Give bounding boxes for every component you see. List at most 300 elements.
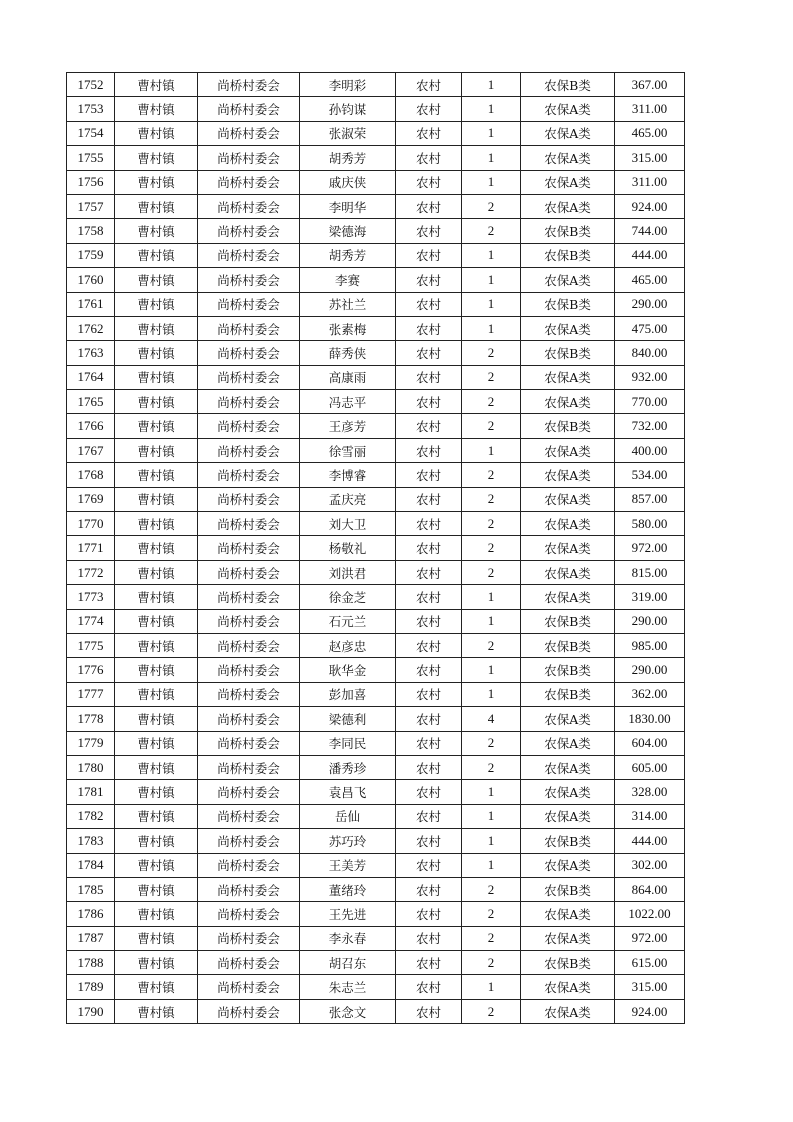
cell-name: 潘秀珍 — [300, 755, 396, 779]
table-row — [67, 268, 685, 292]
cell-name: 胡秀芳 — [300, 146, 396, 170]
cell-serial-number: 1770 — [67, 512, 115, 536]
cell-serial-number: 1769 — [67, 487, 115, 511]
table-row — [67, 755, 685, 779]
cell-village-committee: 尚桥村委会 — [198, 609, 300, 633]
cell-household-type: 农村 — [396, 414, 462, 438]
cell-amount: 444.00 — [615, 829, 685, 853]
cell-household-type: 农村 — [396, 146, 462, 170]
cell-town: 曹村镇 — [115, 609, 198, 633]
cell-amount: 367.00 — [615, 73, 685, 97]
table-row — [67, 658, 685, 682]
cell-insurance-category: 农保A类 — [521, 316, 615, 340]
cell-town: 曹村镇 — [115, 438, 198, 462]
cell-family-size: 2 — [462, 536, 521, 560]
table-row — [67, 951, 685, 975]
cell-family-size: 2 — [462, 341, 521, 365]
cell-household-type: 农村 — [396, 560, 462, 584]
cell-amount: 319.00 — [615, 585, 685, 609]
cell-household-type: 农村 — [396, 536, 462, 560]
cell-household-type: 农村 — [396, 292, 462, 316]
table-row — [67, 585, 685, 609]
cell-village-committee: 尚桥村委会 — [198, 219, 300, 243]
cell-family-size: 1 — [462, 829, 521, 853]
cell-family-size: 2 — [462, 560, 521, 584]
cell-serial-number: 1783 — [67, 829, 115, 853]
cell-household-type: 农村 — [396, 438, 462, 462]
cell-family-size: 2 — [462, 755, 521, 779]
cell-family-size: 1 — [462, 97, 521, 121]
cell-town: 曹村镇 — [115, 316, 198, 340]
cell-amount: 328.00 — [615, 780, 685, 804]
table-row — [67, 365, 685, 389]
cell-family-size: 2 — [462, 633, 521, 657]
cell-insurance-category: 农保A类 — [521, 804, 615, 828]
cell-family-size: 1 — [462, 268, 521, 292]
cell-insurance-category: 农保A类 — [521, 926, 615, 950]
cell-village-committee: 尚桥村委会 — [198, 926, 300, 950]
cell-town: 曹村镇 — [115, 682, 198, 706]
cell-amount: 580.00 — [615, 512, 685, 536]
cell-village-committee: 尚桥村委会 — [198, 268, 300, 292]
cell-household-type: 农村 — [396, 170, 462, 194]
cell-household-type: 农村 — [396, 951, 462, 975]
cell-name: 张念文 — [300, 999, 396, 1023]
cell-amount: 972.00 — [615, 536, 685, 560]
cell-town: 曹村镇 — [115, 536, 198, 560]
cell-family-size: 1 — [462, 73, 521, 97]
cell-village-committee: 尚桥村委会 — [198, 731, 300, 755]
cell-family-size: 2 — [462, 512, 521, 536]
cell-village-committee: 尚桥村委会 — [198, 341, 300, 365]
table-row — [67, 194, 685, 218]
cell-village-committee: 尚桥村委会 — [198, 853, 300, 877]
cell-household-type: 农村 — [396, 658, 462, 682]
cell-insurance-category: 农保B类 — [521, 658, 615, 682]
cell-insurance-category: 农保A类 — [521, 268, 615, 292]
cell-name: 孙钧谋 — [300, 97, 396, 121]
cell-household-type: 农村 — [396, 268, 462, 292]
cell-amount: 857.00 — [615, 487, 685, 511]
cell-family-size: 1 — [462, 316, 521, 340]
cell-household-type: 农村 — [396, 73, 462, 97]
cell-serial-number: 1782 — [67, 804, 115, 828]
cell-family-size: 2 — [462, 194, 521, 218]
cell-village-committee: 尚桥村委会 — [198, 73, 300, 97]
cell-household-type: 农村 — [396, 682, 462, 706]
cell-village-committee: 尚桥村委会 — [198, 170, 300, 194]
cell-insurance-category: 农保A类 — [521, 390, 615, 414]
cell-village-committee: 尚桥村委会 — [198, 951, 300, 975]
cell-town: 曹村镇 — [115, 512, 198, 536]
cell-serial-number: 1773 — [67, 585, 115, 609]
cell-household-type: 农村 — [396, 463, 462, 487]
subsidy-table — [66, 72, 685, 1024]
cell-village-committee: 尚桥村委会 — [198, 560, 300, 584]
cell-serial-number: 1764 — [67, 365, 115, 389]
cell-amount: 985.00 — [615, 633, 685, 657]
cell-village-committee: 尚桥村委会 — [198, 999, 300, 1023]
cell-town: 曹村镇 — [115, 487, 198, 511]
table-row — [67, 804, 685, 828]
cell-household-type: 农村 — [396, 194, 462, 218]
cell-family-size: 2 — [462, 390, 521, 414]
cell-name: 冯志平 — [300, 390, 396, 414]
cell-town: 曹村镇 — [115, 146, 198, 170]
table-row — [67, 73, 685, 97]
cell-amount: 932.00 — [615, 365, 685, 389]
cell-amount: 605.00 — [615, 755, 685, 779]
cell-town: 曹村镇 — [115, 707, 198, 731]
table-row — [67, 121, 685, 145]
cell-insurance-category: 农保B类 — [521, 951, 615, 975]
cell-village-committee: 尚桥村委会 — [198, 536, 300, 560]
cell-serial-number: 1758 — [67, 219, 115, 243]
cell-serial-number: 1753 — [67, 97, 115, 121]
table-row — [67, 560, 685, 584]
cell-town: 曹村镇 — [115, 658, 198, 682]
table-row — [67, 390, 685, 414]
cell-family-size: 2 — [462, 414, 521, 438]
cell-serial-number: 1768 — [67, 463, 115, 487]
cell-serial-number: 1775 — [67, 633, 115, 657]
cell-serial-number: 1762 — [67, 316, 115, 340]
cell-serial-number: 1772 — [67, 560, 115, 584]
cell-household-type: 农村 — [396, 341, 462, 365]
cell-name: 耿华金 — [300, 658, 396, 682]
cell-name: 李博睿 — [300, 463, 396, 487]
cell-insurance-category: 农保A类 — [521, 536, 615, 560]
cell-town: 曹村镇 — [115, 633, 198, 657]
table-row — [67, 341, 685, 365]
cell-village-committee: 尚桥村委会 — [198, 707, 300, 731]
cell-serial-number: 1761 — [67, 292, 115, 316]
cell-household-type: 农村 — [396, 609, 462, 633]
cell-village-committee: 尚桥村委会 — [198, 390, 300, 414]
table-row — [67, 780, 685, 804]
cell-town: 曹村镇 — [115, 243, 198, 267]
cell-town: 曹村镇 — [115, 804, 198, 828]
cell-village-committee: 尚桥村委会 — [198, 438, 300, 462]
cell-insurance-category: 农保A类 — [521, 97, 615, 121]
cell-serial-number: 1760 — [67, 268, 115, 292]
table-row — [67, 926, 685, 950]
cell-village-committee: 尚桥村委会 — [198, 487, 300, 511]
cell-amount: 444.00 — [615, 243, 685, 267]
cell-name: 岳仙 — [300, 804, 396, 828]
cell-family-size: 1 — [462, 780, 521, 804]
cell-family-size: 2 — [462, 463, 521, 487]
table-row — [67, 999, 685, 1023]
cell-amount: 924.00 — [615, 999, 685, 1023]
cell-insurance-category: 农保A类 — [521, 975, 615, 999]
cell-household-type: 农村 — [396, 633, 462, 657]
cell-amount: 311.00 — [615, 97, 685, 121]
table-row — [67, 97, 685, 121]
cell-town: 曹村镇 — [115, 219, 198, 243]
cell-town: 曹村镇 — [115, 877, 198, 901]
cell-amount: 1022.00 — [615, 902, 685, 926]
cell-family-size: 4 — [462, 707, 521, 731]
cell-village-committee: 尚桥村委会 — [198, 292, 300, 316]
cell-family-size: 2 — [462, 926, 521, 950]
cell-family-size: 1 — [462, 609, 521, 633]
cell-serial-number: 1767 — [67, 438, 115, 462]
cell-amount: 315.00 — [615, 146, 685, 170]
cell-insurance-category: 农保A类 — [521, 463, 615, 487]
cell-name: 苏社兰 — [300, 292, 396, 316]
cell-name: 王彦芳 — [300, 414, 396, 438]
table-row — [67, 975, 685, 999]
cell-village-committee: 尚桥村委会 — [198, 121, 300, 145]
cell-name: 徐金芝 — [300, 585, 396, 609]
cell-amount: 475.00 — [615, 316, 685, 340]
cell-family-size: 1 — [462, 853, 521, 877]
cell-amount: 400.00 — [615, 438, 685, 462]
table-row — [67, 877, 685, 901]
cell-serial-number: 1781 — [67, 780, 115, 804]
cell-family-size: 2 — [462, 951, 521, 975]
cell-name: 赵彦忠 — [300, 633, 396, 657]
cell-name: 石元兰 — [300, 609, 396, 633]
cell-name: 张素梅 — [300, 316, 396, 340]
cell-insurance-category: 农保A类 — [521, 487, 615, 511]
cell-amount: 864.00 — [615, 877, 685, 901]
table-row — [67, 463, 685, 487]
cell-serial-number: 1774 — [67, 609, 115, 633]
cell-household-type: 农村 — [396, 829, 462, 853]
cell-family-size: 1 — [462, 146, 521, 170]
cell-insurance-category: 农保A类 — [521, 121, 615, 145]
cell-name: 李同民 — [300, 731, 396, 755]
cell-household-type: 农村 — [396, 975, 462, 999]
cell-insurance-category: 农保A类 — [521, 755, 615, 779]
cell-insurance-category: 农保B类 — [521, 243, 615, 267]
cell-village-committee: 尚桥村委会 — [198, 585, 300, 609]
cell-family-size: 1 — [462, 438, 521, 462]
cell-name: 胡秀芳 — [300, 243, 396, 267]
cell-household-type: 农村 — [396, 902, 462, 926]
cell-name: 刘大卫 — [300, 512, 396, 536]
table-row — [67, 682, 685, 706]
cell-village-committee: 尚桥村委会 — [198, 829, 300, 853]
cell-household-type: 农村 — [396, 390, 462, 414]
cell-amount: 290.00 — [615, 658, 685, 682]
cell-serial-number: 1786 — [67, 902, 115, 926]
cell-serial-number: 1765 — [67, 390, 115, 414]
cell-insurance-category: 农保B类 — [521, 341, 615, 365]
cell-family-size: 1 — [462, 170, 521, 194]
cell-family-size: 2 — [462, 219, 521, 243]
cell-insurance-category: 农保B类 — [521, 633, 615, 657]
cell-amount: 1830.00 — [615, 707, 685, 731]
cell-town: 曹村镇 — [115, 341, 198, 365]
cell-household-type: 农村 — [396, 97, 462, 121]
cell-village-committee: 尚桥村委会 — [198, 658, 300, 682]
cell-household-type: 农村 — [396, 755, 462, 779]
cell-amount: 840.00 — [615, 341, 685, 365]
table-row — [67, 902, 685, 926]
cell-town: 曹村镇 — [115, 755, 198, 779]
cell-amount: 604.00 — [615, 731, 685, 755]
cell-name: 薛秀侠 — [300, 341, 396, 365]
cell-village-committee: 尚桥村委会 — [198, 902, 300, 926]
cell-name: 董绪玲 — [300, 877, 396, 901]
cell-name: 张淑荣 — [300, 121, 396, 145]
cell-amount: 315.00 — [615, 975, 685, 999]
table-row — [67, 487, 685, 511]
cell-insurance-category: 农保B类 — [521, 682, 615, 706]
cell-serial-number: 1763 — [67, 341, 115, 365]
cell-household-type: 农村 — [396, 780, 462, 804]
cell-name: 苏巧玲 — [300, 829, 396, 853]
cell-serial-number: 1756 — [67, 170, 115, 194]
cell-serial-number: 1789 — [67, 975, 115, 999]
cell-serial-number: 1752 — [67, 73, 115, 97]
table-body — [67, 73, 685, 1024]
cell-amount: 972.00 — [615, 926, 685, 950]
cell-insurance-category: 农保A类 — [521, 585, 615, 609]
cell-household-type: 农村 — [396, 585, 462, 609]
cell-town: 曹村镇 — [115, 121, 198, 145]
cell-family-size: 2 — [462, 999, 521, 1023]
cell-insurance-category: 农保A类 — [521, 438, 615, 462]
cell-amount: 770.00 — [615, 390, 685, 414]
cell-serial-number: 1759 — [67, 243, 115, 267]
cell-household-type: 农村 — [396, 487, 462, 511]
cell-household-type: 农村 — [396, 877, 462, 901]
cell-village-committee: 尚桥村委会 — [198, 512, 300, 536]
table-row — [67, 414, 685, 438]
cell-name: 梁德海 — [300, 219, 396, 243]
cell-village-committee: 尚桥村委会 — [198, 194, 300, 218]
table-row — [67, 243, 685, 267]
cell-insurance-category: 农保A类 — [521, 902, 615, 926]
cell-town: 曹村镇 — [115, 902, 198, 926]
cell-family-size: 1 — [462, 243, 521, 267]
cell-insurance-category: 农保A类 — [521, 999, 615, 1023]
cell-name: 王美芳 — [300, 853, 396, 877]
cell-insurance-category: 农保B类 — [521, 219, 615, 243]
cell-town: 曹村镇 — [115, 170, 198, 194]
cell-insurance-category: 农保B类 — [521, 829, 615, 853]
cell-amount: 815.00 — [615, 560, 685, 584]
table-row — [67, 292, 685, 316]
cell-town: 曹村镇 — [115, 975, 198, 999]
cell-town: 曹村镇 — [115, 585, 198, 609]
cell-amount: 314.00 — [615, 804, 685, 828]
cell-family-size: 1 — [462, 682, 521, 706]
cell-name: 李明彩 — [300, 73, 396, 97]
cell-village-committee: 尚桥村委会 — [198, 414, 300, 438]
cell-town: 曹村镇 — [115, 780, 198, 804]
table-row — [67, 829, 685, 853]
cell-name: 袁昌飞 — [300, 780, 396, 804]
cell-amount: 924.00 — [615, 194, 685, 218]
cell-village-committee: 尚桥村委会 — [198, 365, 300, 389]
cell-name: 高康雨 — [300, 365, 396, 389]
cell-insurance-category: 农保A类 — [521, 731, 615, 755]
table-row — [67, 316, 685, 340]
cell-insurance-category: 农保A类 — [521, 512, 615, 536]
cell-town: 曹村镇 — [115, 463, 198, 487]
cell-amount: 302.00 — [615, 853, 685, 877]
cell-name: 彭加喜 — [300, 682, 396, 706]
cell-village-committee: 尚桥村委会 — [198, 804, 300, 828]
cell-insurance-category: 农保A类 — [521, 365, 615, 389]
cell-family-size: 1 — [462, 658, 521, 682]
cell-serial-number: 1784 — [67, 853, 115, 877]
cell-insurance-category: 农保A类 — [521, 146, 615, 170]
cell-serial-number: 1778 — [67, 707, 115, 731]
cell-serial-number: 1780 — [67, 755, 115, 779]
cell-amount: 732.00 — [615, 414, 685, 438]
cell-insurance-category: 农保B类 — [521, 73, 615, 97]
cell-household-type: 农村 — [396, 707, 462, 731]
cell-name: 杨敬礼 — [300, 536, 396, 560]
cell-family-size: 2 — [462, 877, 521, 901]
cell-town: 曹村镇 — [115, 926, 198, 950]
table-row — [67, 512, 685, 536]
cell-town: 曹村镇 — [115, 999, 198, 1023]
cell-household-type: 农村 — [396, 365, 462, 389]
cell-village-committee: 尚桥村委会 — [198, 316, 300, 340]
cell-insurance-category: 农保A类 — [521, 853, 615, 877]
cell-family-size: 1 — [462, 121, 521, 145]
table-row — [67, 707, 685, 731]
cell-serial-number: 1766 — [67, 414, 115, 438]
cell-household-type: 农村 — [396, 512, 462, 536]
cell-name: 王先进 — [300, 902, 396, 926]
table-row — [67, 438, 685, 462]
cell-household-type: 农村 — [396, 804, 462, 828]
cell-family-size: 1 — [462, 804, 521, 828]
cell-name: 李赛 — [300, 268, 396, 292]
cell-household-type: 农村 — [396, 243, 462, 267]
cell-name: 李明华 — [300, 194, 396, 218]
cell-town: 曹村镇 — [115, 731, 198, 755]
cell-village-committee: 尚桥村委会 — [198, 97, 300, 121]
cell-village-committee: 尚桥村委会 — [198, 975, 300, 999]
table-row — [67, 536, 685, 560]
cell-village-committee: 尚桥村委会 — [198, 633, 300, 657]
cell-village-committee: 尚桥村委会 — [198, 243, 300, 267]
cell-village-committee: 尚桥村委会 — [198, 682, 300, 706]
cell-insurance-category: 农保B类 — [521, 414, 615, 438]
cell-family-size: 1 — [462, 292, 521, 316]
cell-amount: 362.00 — [615, 682, 685, 706]
cell-amount: 311.00 — [615, 170, 685, 194]
cell-amount: 534.00 — [615, 463, 685, 487]
cell-town: 曹村镇 — [115, 97, 198, 121]
cell-town: 曹村镇 — [115, 829, 198, 853]
cell-town: 曹村镇 — [115, 73, 198, 97]
cell-amount: 465.00 — [615, 268, 685, 292]
cell-name: 刘洪君 — [300, 560, 396, 584]
cell-town: 曹村镇 — [115, 194, 198, 218]
cell-family-size: 2 — [462, 902, 521, 926]
cell-amount: 744.00 — [615, 219, 685, 243]
table-row — [67, 633, 685, 657]
cell-family-size: 2 — [462, 487, 521, 511]
cell-insurance-category: 农保A类 — [521, 170, 615, 194]
cell-serial-number: 1785 — [67, 877, 115, 901]
cell-name: 梁德利 — [300, 707, 396, 731]
table-row — [67, 853, 685, 877]
cell-family-size: 1 — [462, 585, 521, 609]
cell-household-type: 农村 — [396, 999, 462, 1023]
cell-insurance-category: 农保A类 — [521, 194, 615, 218]
